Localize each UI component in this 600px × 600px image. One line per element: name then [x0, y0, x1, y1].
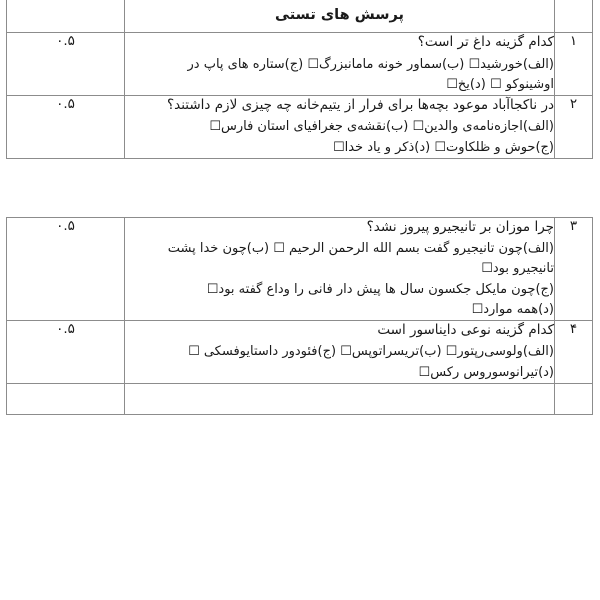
option-line[interactable]: (الف)چون تانیجیرو گفت بسم الله الرحمن الرحیم ☐ (ب)چون خدا پشت	[167, 241, 554, 257]
exam-table-block-one	[6, 0, 593, 159]
question-row	[7, 217, 593, 320]
section-gap	[0, 159, 600, 217]
question-stem: چرا موزان بر تانیجیرو پیروز نشد؟	[366, 218, 554, 235]
question-options	[125, 342, 554, 382]
question-stem: در ناکجاآباد موعود بچه‌ها برای فرار از یتیم‌خانه چه چیزی لازم داشتند؟	[166, 96, 554, 113]
header-cell-score	[7, 0, 125, 33]
table-header-row	[7, 0, 593, 33]
option-line[interactable]: اوشینوکو ☐ (د)یخ☐	[446, 76, 554, 92]
question-score: ۰.۵	[7, 95, 125, 158]
empty-cell-number	[555, 383, 593, 414]
question-row	[7, 33, 593, 96]
question-row	[7, 95, 593, 158]
question-number: ۴	[555, 320, 593, 383]
section-title: پرسش های تستی	[125, 0, 555, 33]
question-stem: کدام گزینه نوعی دایناسور است	[377, 321, 554, 338]
empty-table-row	[7, 383, 593, 414]
exam-table-block-two	[6, 217, 593, 415]
option-line[interactable]: تانیجیرو بود☐	[481, 261, 554, 277]
header-cell-number	[555, 0, 593, 33]
option-line[interactable]: (د)تیرانوسوروس رکس☐	[418, 364, 554, 380]
question-score: ۰.۵	[7, 217, 125, 320]
empty-cell-score	[7, 383, 125, 414]
question-body	[125, 320, 555, 383]
question-body	[125, 95, 555, 158]
question-options	[125, 55, 554, 95]
question-stem: کدام گزینه داغ تر است؟	[417, 34, 554, 50]
option-line[interactable]: (ج)چون مایکل جکسون سال ها پیش دار فانی را وداع گفته بود☐	[206, 281, 554, 297]
question-number: ۲	[555, 95, 593, 158]
option-line[interactable]: (ج)حوش و ظلکاوت☐ (د)ذکر و یاد خدا☐	[332, 139, 554, 155]
question-row	[7, 320, 593, 383]
option-line[interactable]: (الف)ولوسی‌رپتور☐ (ب)تریسراتوپس☐ (ج)فئودور داستایوفسکی ☐	[188, 344, 554, 360]
question-body	[125, 217, 555, 320]
option-line[interactable]: (الف)خورشید☐ (ب)سماور خونه مامانبزرگ☐ (ج)ستاره های پاپ در	[187, 56, 554, 72]
question-body	[125, 33, 555, 96]
question-number: ۱	[555, 33, 593, 96]
question-score: ۰.۵	[7, 320, 125, 383]
option-line[interactable]: (الف)اجازه‌نامه‌ی والدین☐ (ب)نقشه‌ی جغرافیای استان فارس☐	[209, 119, 554, 135]
option-line[interactable]: (د)همه موارد☐	[471, 301, 554, 317]
question-score: ۰.۵	[7, 33, 125, 96]
question-options	[125, 239, 554, 320]
question-options	[125, 117, 554, 157]
question-number: ۳	[555, 217, 593, 320]
empty-cell-body	[125, 383, 555, 414]
